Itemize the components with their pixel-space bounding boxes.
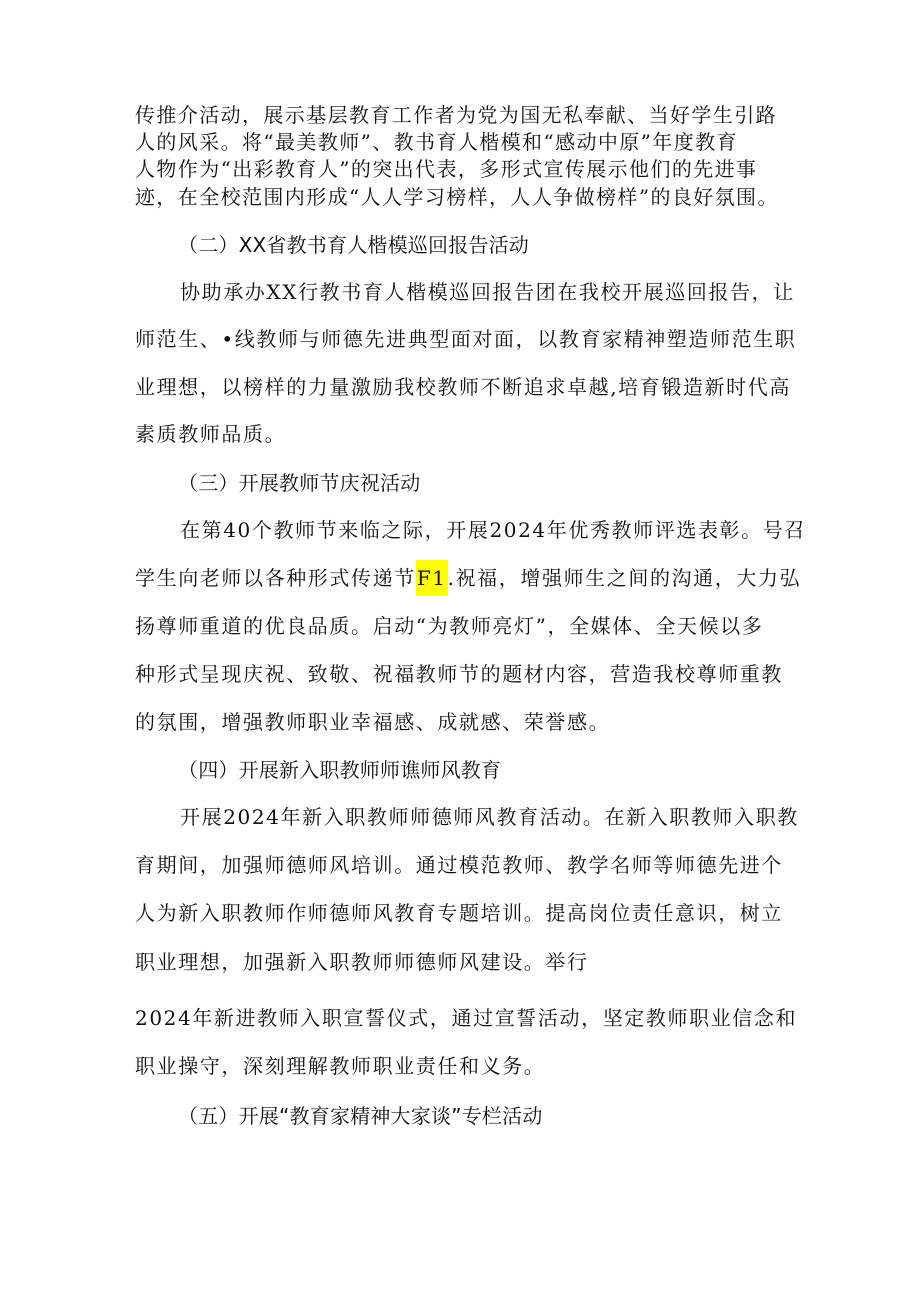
text-segment: 学生向老师以各种形式传递节: [135, 566, 416, 590]
paragraph-line: 协助承办XX行教书育人楷模巡回报告团在我校开展巡回报告，让: [180, 280, 795, 304]
text-segment: .祝福，增强师生之间的沟通，大力弘: [447, 566, 802, 590]
section-heading: （三）开展教师节庆祝活动: [178, 471, 421, 495]
paragraph-line: 职业操守，深刻理解教师职业责任和义务。: [135, 1054, 546, 1078]
paragraph-line: 传推介活动，展示基层教育工作者为党为国无私奉献、当好学生引路: [135, 103, 777, 127]
paragraph-line: 人物作为“出彩教育人”的突出代表，多形式宣传展示他们的先进事: [135, 157, 758, 181]
paragraph-line: 职业理想，加强新入职教师师德师风建设。举行: [135, 950, 589, 974]
paragraph-line: 业理想，以榜样的力量激励我校教师不断追求卓越,培育锻造新时代高: [135, 375, 791, 399]
paragraph-line: 人为新入职教师作师德师风教育专题培训。提高岗位责任意识，树立: [135, 901, 783, 925]
paragraph-line: 育期间，加强师德师风培训。通过模范教师、教学名师等师德先进个: [135, 853, 783, 877]
paragraph-line: [135, 566, 801, 590]
paragraph-line: 种形式呈现庆祝、致敬、祝福教师节的题材内容，营造我校尊师重教: [135, 662, 783, 686]
section-heading: （四）开展新入职教师师谯师风教育: [178, 758, 502, 782]
paragraph-line: 迹，在全校范围内形成“人人学习榜样，人人争做榜样”的良好氛围。: [135, 185, 779, 209]
paragraph-line: 在第40个教师节来临之际，开展2024年优秀教师评选表彰。号召: [180, 518, 806, 542]
paragraph-line: 人的风采。将“最美教师”、教书育人楷模和“感动中原”年度教育: [135, 130, 738, 154]
paragraph-line: 师范生、•线教师与师德先进典型面对面，以教育家精神塑造师范生职: [135, 327, 797, 351]
highlighted-text: F1: [416, 560, 448, 596]
paragraph-line: 扬尊师重道的优良品质。启动“为教师亮灯”，全媒体、全天候以多: [135, 614, 764, 638]
paragraph-line: 素质教师品质。: [135, 422, 287, 446]
paragraph-line: 开展2024年新入职教师师德师风教育活动。在新入职教师入职教: [180, 805, 799, 829]
section-heading: （二）XX省教书育人楷模巡回报告活动: [178, 233, 530, 257]
section-heading: （五）开展“教育家精神大家谈”专栏活动: [178, 1104, 543, 1128]
paragraph-line: 的氛围，增强教师职业幸福感、成就感、荣誉感。: [135, 710, 611, 734]
paragraph-line: 2024年新进教师入职宣誓仪式，通过宣誓活动，坚定教师职业信念和: [135, 1006, 798, 1030]
